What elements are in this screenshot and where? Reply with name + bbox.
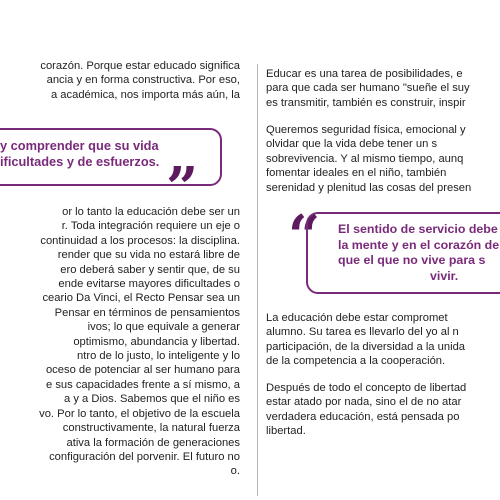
- text-line: Educar es una tarea de posibilidades, e: [266, 68, 463, 80]
- text-line: participación, de la diversidad a la unida: [266, 340, 466, 353]
- quote-line: que el que no vive para s: [338, 253, 486, 268]
- text-line: r. Toda integración requiere un eje o: [61, 220, 240, 233]
- text-line: e sus capacidades frente a sí mismo, a: [45, 378, 240, 391]
- right-pull-quote: [338, 222, 499, 284]
- text-line: Pensar en términos de pensamientos: [54, 306, 240, 319]
- text-line: configuración del porvenir. El futuro no: [49, 450, 240, 463]
- text-line: Después de todo el concepto de libertad: [266, 382, 467, 394]
- text-line: es transmitir, también es construir, inspir: [266, 96, 466, 109]
- text-line: libertad.: [266, 425, 306, 438]
- left-paragraph-top: [40, 59, 240, 102]
- quote-line: vivir.: [430, 268, 459, 283]
- text-line: La educación debe estar compromet: [266, 312, 448, 324]
- text-line: ceario Da Vinci, el Recto Pensar sea un: [42, 292, 240, 305]
- text-line: verdadera educación, está pensada po: [266, 410, 460, 423]
- text-line: render que su vida no estará libre de: [57, 249, 240, 262]
- close-quote-icon: ”: [166, 155, 199, 221]
- text-line: para que cada ser humano "sueñe el suy: [266, 82, 470, 95]
- left-pull-quote: [0, 138, 159, 170]
- text-line: fomentar ideales en el niño, también: [266, 167, 447, 180]
- quote-line: y comprender que su vida: [0, 138, 159, 153]
- text-line: vo. Por lo tanto, el objetivo de la escuela: [39, 407, 240, 420]
- left-page: [0, 0, 248, 500]
- right-paragraph-1: [266, 67, 470, 110]
- right-paragraph-3: [266, 311, 465, 369]
- text-line: ivos; lo que equivale a generar: [87, 321, 240, 334]
- text-line: corazón. Porque estar educado significa: [40, 60, 240, 72]
- text-line: optimismo, abundancia y libertad.: [73, 335, 240, 348]
- quote-line: ificultades y de esfuerzos.: [0, 154, 160, 169]
- text-line: estar atado por nada, sino el de no atar: [266, 396, 462, 409]
- quote-line: El sentido de servicio debe: [338, 222, 498, 236]
- text-line: sobrevivencia. Y al mismo tiempo, aunq: [266, 152, 464, 165]
- text-line: ancia y en forma constructiva. Por eso,: [46, 74, 240, 87]
- text-line: alumno. Su tarea es llevarlo del yo al n: [266, 326, 459, 339]
- text-line: ende evitarse mayores dificultades o: [58, 278, 240, 291]
- open-quote-icon: “: [288, 203, 321, 269]
- text-line: o.: [230, 465, 240, 478]
- text-line: ero deberá saber y sentir que, de su: [60, 263, 240, 276]
- page-divider: [257, 64, 258, 496]
- text-line: olvidar que la vida debe tener un s: [266, 138, 438, 151]
- right-paragraph-4: [266, 381, 466, 439]
- right-paragraph-2: [266, 123, 471, 195]
- text-line: oceso de potenciar al ser humano para: [45, 364, 240, 377]
- text-line: a y a Dios. Sabemos que el niño es: [64, 393, 240, 406]
- text-line: de la competencia a la cooperación.: [266, 355, 446, 368]
- right-page: [266, 0, 500, 500]
- text-line: ativa la formación de generaciones: [66, 436, 240, 449]
- quote-line: la mente y en el corazón de: [338, 237, 500, 252]
- left-paragraph-main: [39, 205, 240, 479]
- text-line: Queremos seguridad física, emocional y: [266, 124, 466, 136]
- text-line: ntro de lo justo, lo inteligente y lo: [77, 350, 240, 363]
- text-line: serenidad y plenitud las cosas del presen: [266, 181, 472, 194]
- text-line: constructivamente, la natural fuerza: [62, 422, 240, 435]
- text-line: a académica, nos importa más aún, la: [50, 88, 240, 101]
- text-line: or lo tanto la educación debe ser un: [62, 206, 240, 218]
- text-line: continuidad a los procesos: la disciplina.: [40, 234, 240, 247]
